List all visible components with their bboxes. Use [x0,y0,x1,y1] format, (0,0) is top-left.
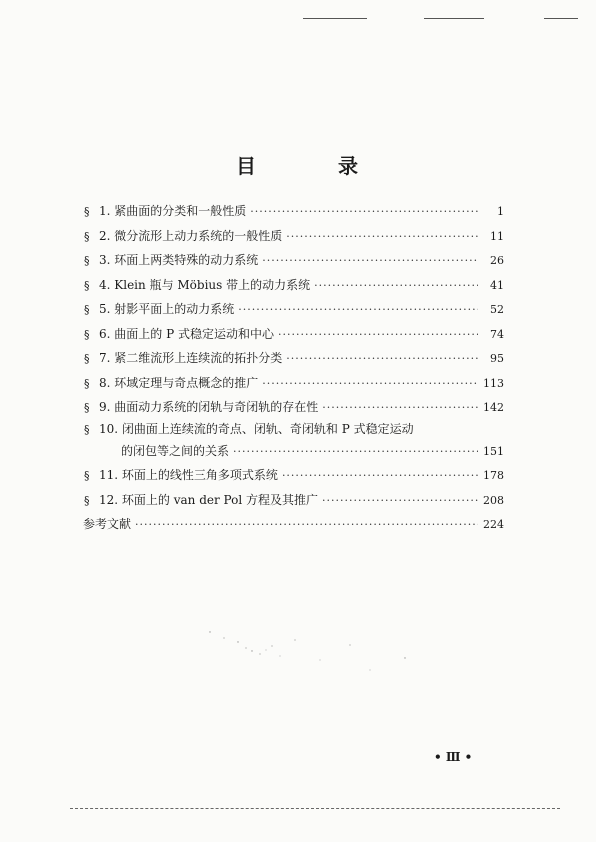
dot-leader [250,200,478,225]
toc-entry-title: 的闭包等之间的关系 [121,443,230,458]
dot-leader [286,225,478,250]
scan-noise [200,620,430,680]
toc-entry-page: 41 [490,278,504,292]
toc-entry-page: 52 [490,303,504,316]
section-mark: § [84,493,90,507]
toc-entry-title: 曲面上的 P 式稳定运动和中心 [114,326,274,341]
dot-leader [238,298,478,323]
page-number: • Ⅲ • [434,750,473,764]
toc-entry-number: 2. [99,228,111,243]
dot-leader [135,513,478,538]
toc-entry-page: 208 [483,493,504,507]
toc-entry-number: 9. [99,400,111,414]
toc-entry-number: 4. [99,277,111,292]
section-mark: § [84,254,90,267]
section-mark: § [84,278,90,292]
toc-entry-number: 10. [99,421,119,436]
toc-entry[interactable] [83,512,504,537]
section-mark: § [84,327,90,341]
section-mark: § [84,352,90,365]
toc-entry-continuation[interactable] [84,439,504,464]
dot-leader [314,274,478,299]
toc-entry-number: 1. [99,204,111,218]
table-of-contents [84,199,504,537]
dot-leader [286,347,478,372]
dot-leader [282,464,478,489]
page-title-char: 录 [338,154,359,178]
toc-entry-title: 紧二维流形上连续流的拓扑分类 [114,351,283,365]
section-mark: § [84,376,90,390]
header-rule [303,18,367,19]
toc-entry[interactable] [84,371,504,396]
toc-entry-number: 5. [99,302,111,316]
page-title-char: 目 [236,154,257,178]
toc-entry-page: 26 [490,254,504,267]
toc-entry-number: 11. [99,468,119,482]
dot-leader [322,489,478,514]
section-mark: § [84,401,90,414]
toc-entry-title: 紧曲面的分类和一般性质 [114,204,247,218]
toc-entry-page: 224 [483,518,504,531]
toc-entry[interactable] [84,463,504,488]
toc-entry[interactable] [84,297,504,322]
toc-entry-title: 曲面动力系统的闭轨与奇闭轨的存在性 [114,400,319,414]
toc-entry-page: 142 [483,401,504,414]
toc-entry[interactable] [84,420,504,439]
toc-entry-page: 178 [483,469,504,482]
toc-entry-page: 95 [490,352,504,365]
toc-entry-page: 1 [497,205,504,218]
dot-leader [233,440,478,465]
section-mark: § [84,422,90,436]
toc-entry[interactable] [84,346,504,371]
header-rule [544,18,578,19]
toc-entry[interactable] [84,273,504,298]
toc-entry-title: 环面上的 van der Pol 方程及其推广 [121,492,319,507]
toc-entry[interactable] [84,488,504,513]
page-title [0,150,596,178]
toc-entry[interactable] [84,322,504,347]
section-mark: § [84,205,90,218]
toc-entry-number: 3. [99,253,111,267]
dot-leader [278,323,478,348]
toc-entry-title: 微分流形上动力系统的一般性质 [114,228,283,243]
toc-entry-page: 113 [483,376,504,390]
toc-entry-number: 12. [99,492,119,507]
toc-entry[interactable] [84,395,504,420]
dot-leader [262,249,478,274]
toc-entry-title: 参考文献 [83,517,132,531]
toc-entry-number: 7. [99,351,111,365]
toc-entry-title: 环面上的线性三角多项式系统 [121,468,278,482]
toc-entry-page: 151 [483,444,504,458]
toc-entry-title: 环域定理与奇点概念的推广 [114,375,259,390]
toc-entry-number: 6. [99,326,111,341]
section-mark: § [84,229,90,243]
toc-entry-title: 射影平面上的动力系统 [114,302,235,316]
toc-entry[interactable] [84,199,504,224]
toc-entry-title: Klein 瓶与 Möbius 带上的动力系统 [114,277,311,292]
toc-entry-page: 11 [490,229,504,243]
dot-leader [262,372,478,397]
toc-entry[interactable] [84,248,504,273]
footer-rule [70,808,560,810]
toc-entry-number: 8. [99,375,111,390]
section-mark: § [84,469,90,482]
toc-entry-title: 环面上两类特殊的动力系统 [114,253,259,267]
header-rule [424,18,484,19]
dot-leader [322,396,478,421]
section-mark: § [84,303,90,316]
toc-entry-page: 74 [490,327,504,341]
toc-entry-title: 闭曲面上连续流的奇点、闭轨、奇闭轨和 P 式稳定运动 [121,421,414,436]
toc-entry[interactable] [84,224,504,249]
